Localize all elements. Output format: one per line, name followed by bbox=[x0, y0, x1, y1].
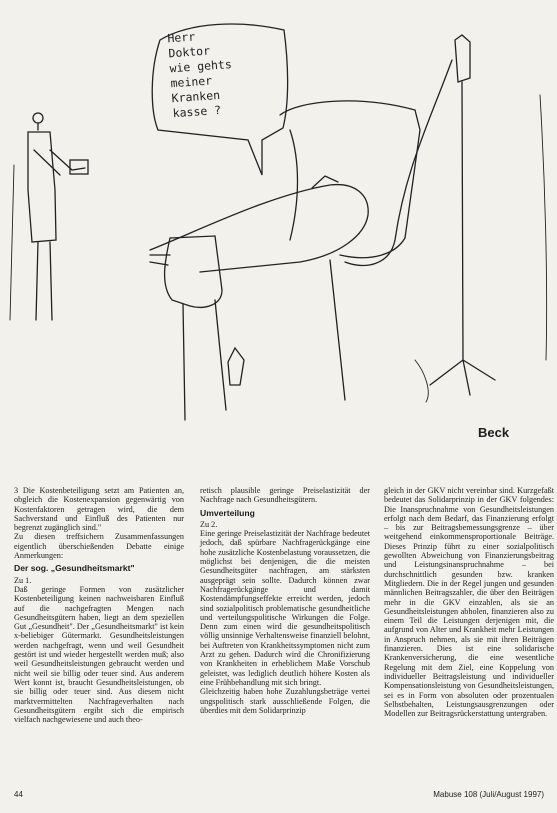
paragraph: 3 Die Kostenbeteiligung setzt am Patienten an, obgleich die Kostenexpansion gegenwärtig von Kostenfaktoren getragen wird, die dem Sachverstand und Einfluß des Patienten nur begrenzt zugänglich sind." bbox=[14, 486, 184, 533]
bed-with-patient bbox=[150, 101, 420, 420]
text-column-3 bbox=[384, 486, 554, 718]
paragraph: Zu 1. bbox=[14, 575, 32, 585]
artist-signature: Beck bbox=[478, 425, 510, 440]
page-number: 44 bbox=[14, 790, 23, 799]
paragraph: retisch plausible geringe Preiselastizität der Nachfrage nach Gesundheitsgütern. bbox=[200, 486, 370, 505]
paragraph: Gleichzeitig haben hohe Zuzahlungsbeträge vertei ungspolitisch stark ausschließende Folgen, die überdies mit dem Solidarprinzip bbox=[200, 687, 370, 715]
text-column-1 bbox=[14, 486, 184, 724]
speech-bubble-text: Herr Doktor wie gehts meiner Kranken kasse ? bbox=[166, 29, 233, 121]
paragraph: gleich in der GKV nicht vereinbar sind. Kurzgefaßt bedeutet das Solidarprinzip in der GKV folgendes: Die Inanspruchnahme von Gesundheitsleistungen erfolgt nach dem Bedarf, das Finanzierung erfolgt – bis zur Beitragsbemessungsgrenze – über weitgehend einkommensproportionale Beiträge. Dieses Prinzip führt zu einer sozialpolitisch gewollten Abweichung von Finanzierungsbeitrag und Leistungsinanspruchnahme – bei durchschnittlich gesunden bzw. kranken Mitgliedern. Die in der Regel jungen und gesunden männlichen Beitragszahler, die über den Beiträgen mehr in die GKV einzahlen, als sie an Gesundheitsleistungen abholen, finanzieren also zu einem Teil die Leistungen derjenigen mit, die aufgrund von Alter und Krankheit mehr Leistungen in Anspruch nehmen, als sie mit ihren Beiträgen finanzieren. Dies ist eine solidarische Krankenversicherung, die eine wesentliche Regelung mit dem Ziel, eine Koppelung von individueller Beitragsleistung und individueller Kompensationsleistung von Gesundheitsleistungen, sei es in Form von absoluten oder prozentualen Selbstbehalten, Leistungsausgrenzungen oder Modellen zur Beitragsrückerstattung untergraben. bbox=[384, 486, 554, 719]
publication-info: Mabuse 108 (Juli/August 1997) bbox=[433, 790, 544, 799]
paragraph: Zu diesen treffsichern Zusammenfassungen eigentlich überschießenden Debatte einige Anmerkungen: bbox=[14, 532, 184, 561]
text-column-2 bbox=[200, 486, 370, 715]
paragraph: Zu 2. bbox=[200, 519, 218, 529]
section-heading: Umverteilung bbox=[200, 507, 255, 518]
section-heading: Der sog. „Gesundheitsmarkt" bbox=[14, 563, 135, 574]
paragraph: Daß geringe Formen von zusätzlicher Kostenbeteiligung keinen nachweisbaren Einfluß auf die nachgefragten Mengen nach Gesundheitsgütern haben, liegt an dem speziellen Gut „Gesundheit". Der „Gesundheitsmarkt" ist kein x-beliebiger Gütermarkt. Gesundheitsleistungen werden nachgefragt, wenn und weil Gesundheit gestört ist und wieder hergestellt werden muß; also weil Gesundheitsleistungen gebraucht werden und nicht weil sie billig oder teuer sind. Aus anderem Wert konnt ist, braucht Gesundheitsleistungen, ob sie billig oder teuer sind. Aus diesem nicht marktvermittelten Nachfrageverhalten nach Gesundheitsgütern ergibt sich die empirisch vielfach nachgewiesene und auch theo- bbox=[14, 584, 184, 725]
scribble-foot bbox=[415, 95, 547, 402]
paragraph: Eine geringe Preiselastizität der Nachfrage bedeutet jedoch, daß spürbare Nachfragerückgänge eine hohe zusätzliche Kostenbelastung voraussetzen, die möglichst bei denjenigen, die die meisten Gesundheitsgüter nachfragen, am stärksten ausgeprägt sein sollte. Dadurch können zwar Nachfragerückgänge und damit Kostendämpfungseffekte erreicht werden, jedoch sind sozialpolitisch problematische gesundheitliche und verteilungspolitische Wirkungen die Folge. Denn zum einen wird die gesundheitspolitisch völlig unsinnige Verhaltensweise finanziell belohnt, bei Auftreten von Krankheitssymptomen nicht zum Arzt zu gehen. Dadurch wird die Chronifizierung von Krankheiten in erheblichem Maße Vorschub geleistet, was lediglich deutlich höhere Kosten als eine Frühbehandlung mit sich bringt. bbox=[200, 529, 370, 687]
doctor-figure bbox=[10, 113, 88, 320]
